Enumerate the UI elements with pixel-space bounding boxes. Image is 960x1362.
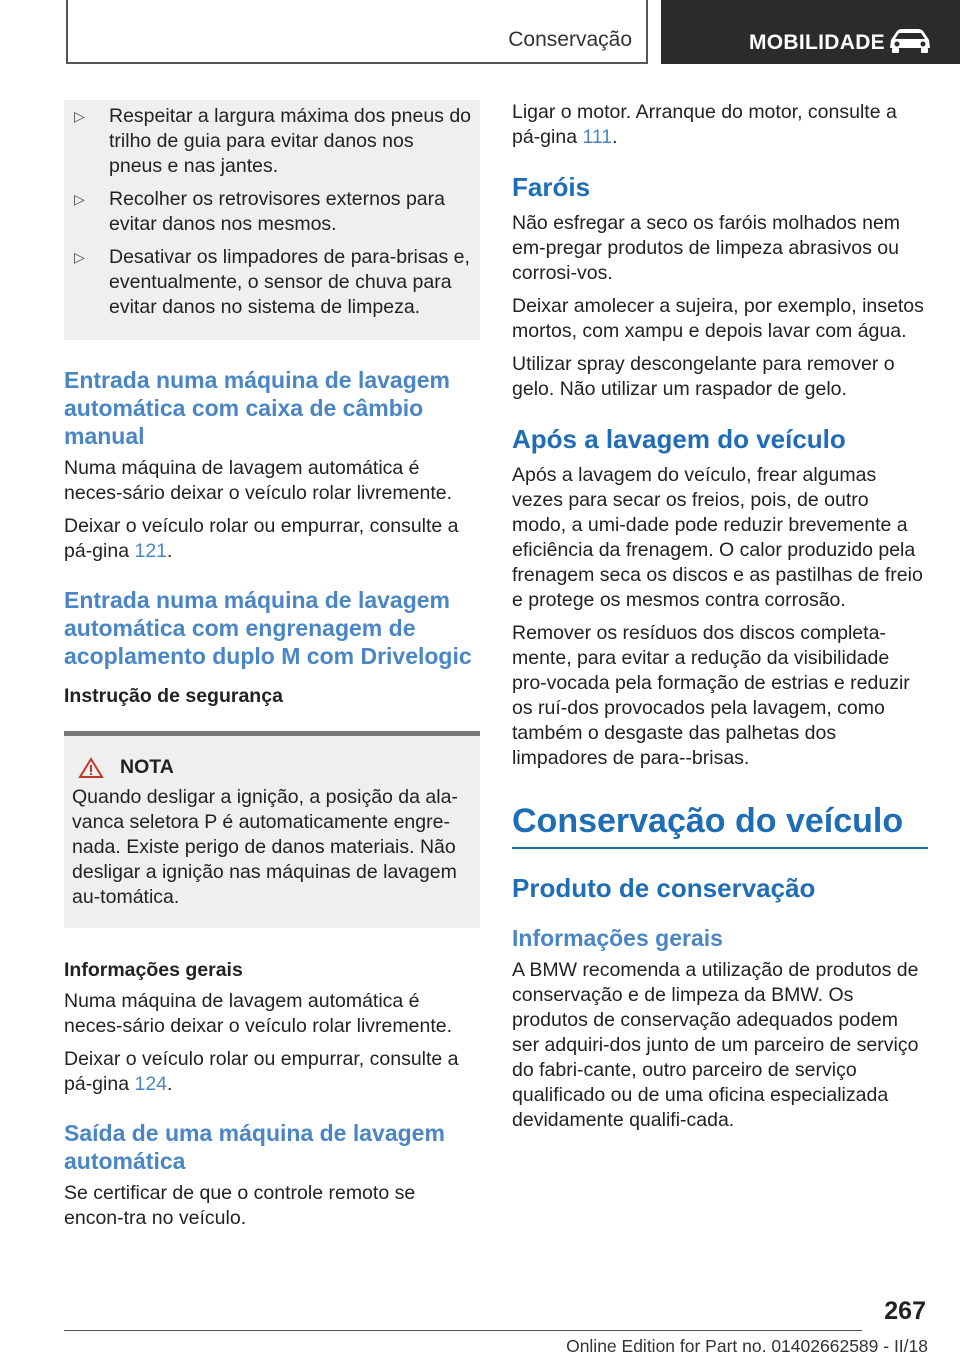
section-title: Conservação xyxy=(508,28,632,51)
triangle-bullet-icon: ▷ xyxy=(74,249,85,265)
safety-subheading: Instrução de segurança xyxy=(64,685,283,707)
list-item xyxy=(72,104,472,179)
section-heading-manual: Entrada numa máquina de lavagem automática com caixa de câmbio manual xyxy=(64,367,451,449)
chapter-title: MOBILIDADE xyxy=(749,31,885,54)
footer-divider xyxy=(64,1330,862,1331)
bullet-list-box xyxy=(64,100,480,340)
paragraph-with-link xyxy=(64,1047,480,1097)
paragraph: Numa máquina de lavagem automática é neces-sário deixar o veículo rolar livremente. xyxy=(64,990,453,1037)
car-icon xyxy=(887,26,933,54)
paragraph-text: Ligar o motor. Arranque do motor, consulte a pá-gina xyxy=(512,101,897,148)
paragraph-with-link xyxy=(512,100,928,150)
paragraph: Não esfregar a seco os faróis molhados nem em-pregar produtos de limpeza abrasivos ou corrosi-vos. xyxy=(512,212,901,284)
page-link[interactable]: 111 xyxy=(582,126,613,148)
edition-footer: Online Edition for Part no. 01402662589 - II/18 xyxy=(566,1336,928,1356)
paragraph-end: . xyxy=(167,1073,173,1095)
header-section-box xyxy=(66,0,648,64)
paragraph-end: . xyxy=(167,540,173,562)
warning-icon xyxy=(78,757,104,779)
notice-text: Quando desligar a ignição, a posição da ala-vanca seletora P é automaticamente engre-nada. Existe perigo de danos materiais. Não desligar a ignição nas máquinas de lavagem au-tomática. xyxy=(72,786,458,908)
list-item-text: Recolher os retrovisores externos para evitar danos nos mesmos. xyxy=(109,188,445,235)
page-link[interactable]: 124 xyxy=(134,1073,168,1095)
page-link[interactable]: 121 xyxy=(134,540,168,562)
chapter-heading: Conservação do veículo xyxy=(512,802,904,840)
list-item-text: Desativar os limpadores de para-brisas e, eventualmente, o sensor de chuva para evitar danos no sistema de limpeza. xyxy=(109,246,470,318)
section-heading-general: Informações gerais xyxy=(512,925,723,951)
list-item-text: Respeitar a largura máxima dos pneus do trilho de guia para evitar danos nos pneus e nas jantes. xyxy=(109,105,472,177)
paragraph: Deixar amolecer a sujeira, por exemplo, insetos mortos, com xampu e depois lavar com água. xyxy=(512,295,924,342)
subsection-heading: Produto de conservação xyxy=(512,873,816,903)
paragraph-text: Deixar o veículo rolar ou empurrar, consulte a pá-gina xyxy=(64,515,459,562)
notice-title-row xyxy=(72,756,472,779)
left-column xyxy=(64,100,480,1239)
paragraph: Numa máquina de lavagem automática é neces-sário deixar o veículo rolar livremente. xyxy=(64,457,453,504)
notice-title: NOTA xyxy=(120,756,174,778)
paragraph: Utilizar spray descongelante para remover o gelo. Não utilizar um raspador de gelo. xyxy=(512,353,895,400)
chapter-title-block xyxy=(512,801,928,849)
paragraph-text: Deixar o veículo rolar ou empurrar, consulte a pá-gina xyxy=(64,1048,459,1095)
triangle-bullet-icon: ▷ xyxy=(74,108,85,124)
page-number: 267 xyxy=(884,1297,926,1325)
paragraph-end: . xyxy=(612,126,618,148)
section-heading-farois: Faróis xyxy=(512,172,591,202)
right-column xyxy=(512,100,928,1141)
chapter-tab xyxy=(661,0,960,64)
list-item xyxy=(72,245,472,320)
list-item xyxy=(72,187,472,237)
paragraph: Remover os resíduos dos discos completa-mente, para evitar a redução da visibilidade pro-vocada pela formação de estrias e reduzir os ruí-dos provocados pela lavagem, como também o desgaste das palhetas dos limpadores de para--brisas. xyxy=(512,622,910,769)
paragraph: A BMW recomenda a utilização de produtos de conservação e de limpeza da BMW. Os produtos de conservação adequados podem ser adquiri-dos junto de um parceiro de serviço do fabri-cante, outro parceiro de serviço qualificado ou de uma oficina especializada devidamente qualifi-cada. xyxy=(512,959,919,1131)
section-heading-exit: Saída de uma máquina de lavagem automática xyxy=(64,1120,445,1174)
section-heading-drivelogic: Entrada numa máquina de lavagem automática com engrenagem de acoplamento duplo M com Drivelogic xyxy=(64,587,472,669)
section-heading-apos: Após a lavagem do veículo xyxy=(512,424,846,454)
paragraph-with-link xyxy=(64,514,480,564)
notice-box xyxy=(64,731,480,928)
general-info-subheading: Informações gerais xyxy=(64,959,243,981)
paragraph: Após a lavagem do veículo, frear algumas vezes para secar os freios, pois, de outro modo, a umi-dade pode reduzir brevemente a eficiência da frenagem. O calor produzido pela frenagem seca os discos e as pastilhas de freio e protege os mesmos contra corrosão. xyxy=(512,464,923,611)
triangle-bullet-icon: ▷ xyxy=(74,191,85,207)
paragraph: Se certificar de que o controle remoto se encon-tra no veículo. xyxy=(64,1182,416,1229)
